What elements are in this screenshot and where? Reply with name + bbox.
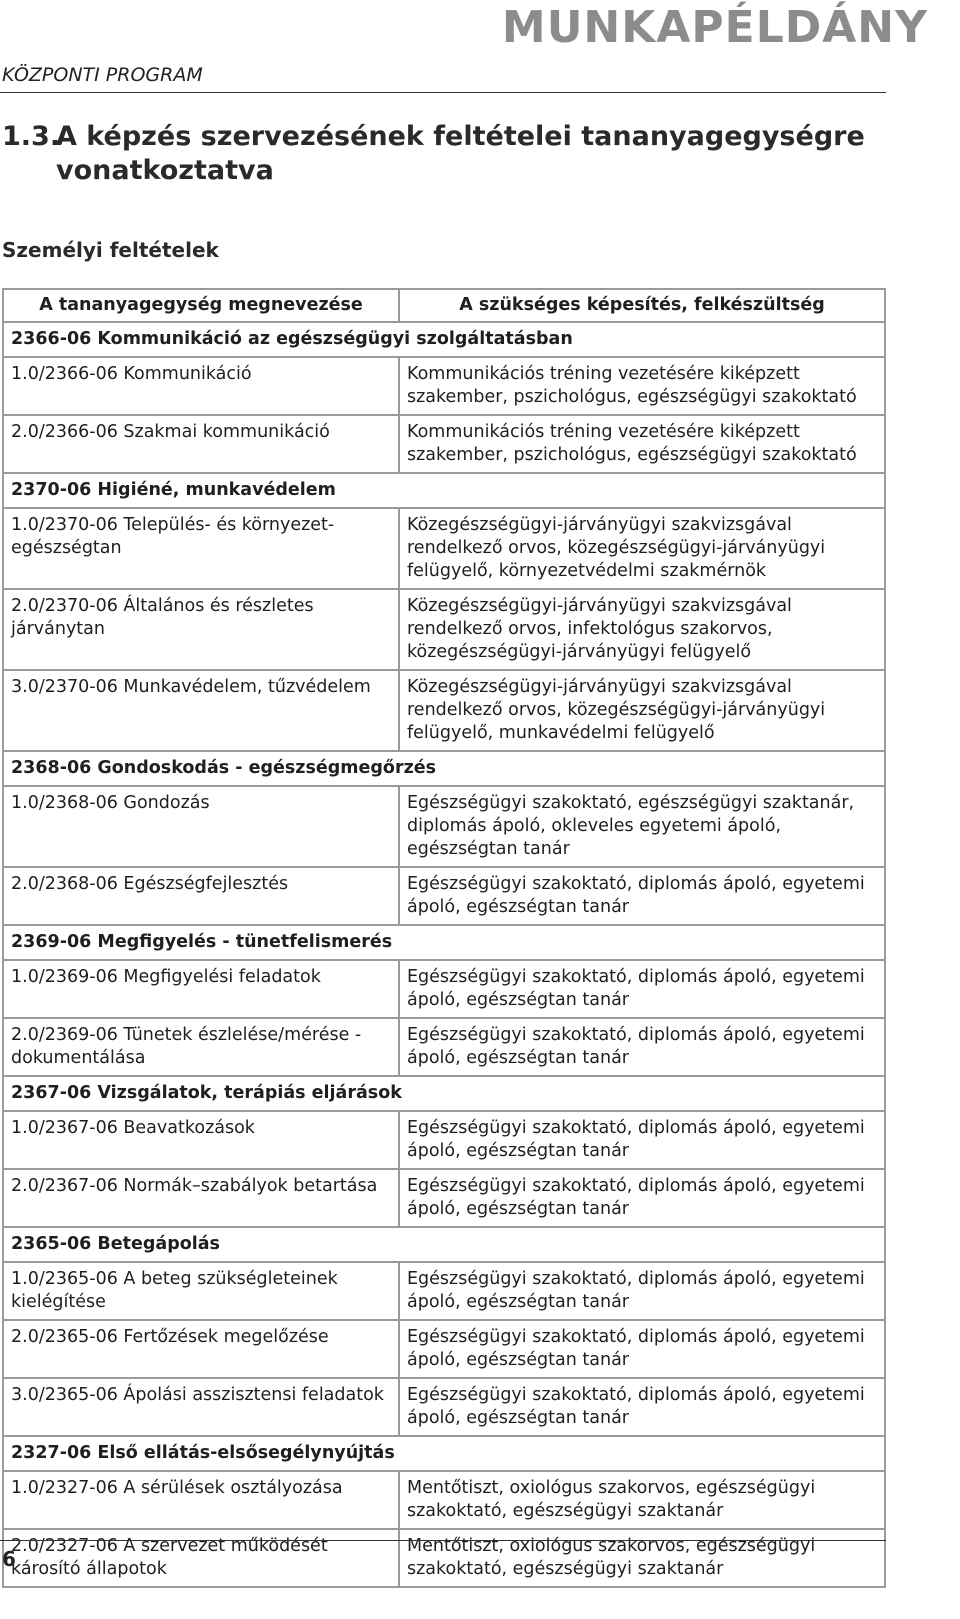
- table-row: [3, 589, 885, 670]
- section-title-line2: vonatkoztatva: [56, 155, 274, 186]
- table-body: [3, 322, 885, 1587]
- table-row: [3, 1262, 885, 1320]
- qualification-cell: Egészségügyi szakoktató, diplomás ápoló, egyetemi ápoló, egészségtan tanár: [399, 960, 885, 1018]
- unit-name-cell: 3.0/2365-06 Ápolási asszisztensi feladatok: [3, 1378, 399, 1436]
- qualification-cell: Egészségügyi szakoktató, diplomás ápoló, egyetemi ápoló, egészségtan tanár: [399, 1018, 885, 1076]
- table-group-row: [3, 473, 885, 508]
- program-label: KÖZPONTI PROGRAM: [2, 64, 203, 86]
- table-group-row: [3, 322, 885, 357]
- section-number: 1.3.: [2, 121, 61, 152]
- qualification-cell: Egészségügyi szakoktató, diplomás ápoló, egyetemi ápoló, egészségtan tanár: [399, 867, 885, 925]
- unit-name-cell: 1.0/2367-06 Beavatkozások: [3, 1111, 399, 1169]
- qualification-cell: Egészségügyi szakoktató, egészségügyi szaktanár, diplomás ápoló, okleveles egyetemi ápoló, egészségtan tanár: [399, 786, 885, 867]
- qualification-cell: Egészségügyi szakoktató, diplomás ápoló, egyetemi ápoló, egészségtan tanár: [399, 1111, 885, 1169]
- table-row: [3, 1169, 885, 1227]
- table-row: [3, 1018, 885, 1076]
- table-group-row: [3, 925, 885, 960]
- table-row: [3, 1529, 885, 1587]
- unit-group-title: 2368-06 Gondoskodás - egészségmegőrzés: [3, 751, 885, 786]
- table-row: [3, 960, 885, 1018]
- unit-group-title: 2365-06 Betegápolás: [3, 1227, 885, 1262]
- unit-name-cell: 2.0/2366-06 Szakmai kommunikáció: [3, 415, 399, 473]
- table-row: [3, 786, 885, 867]
- table-group-row: [3, 751, 885, 786]
- qualification-cell: Közegészségügyi-járványügyi szakvizsgával rendelkező orvos, közegészségügyi-járványügyi felügyelő, környezetvédelmi szakmérnök: [399, 508, 885, 589]
- unit-group-title: 2367-06 Vizsgálatok, terápiás eljárások: [3, 1076, 885, 1111]
- qualification-cell: Egészségügyi szakoktató, diplomás ápoló, egyetemi ápoló, egészségtan tanár: [399, 1262, 885, 1320]
- requirements-table: [2, 288, 886, 1588]
- unit-name-cell: 1.0/2366-06 Kommunikáció: [3, 357, 399, 415]
- table-row: [3, 670, 885, 751]
- unit-name-cell: 1.0/2327-06 A sérülések osztályozása: [3, 1471, 399, 1529]
- section-title: [2, 120, 865, 188]
- qualification-cell: Kommunikációs tréning vezetésére kiképzett szakember, pszichológus, egészségügyi szakoktató: [399, 357, 885, 415]
- unit-name-cell: 1.0/2365-06 A beteg szükségleteinek kielégítése: [3, 1262, 399, 1320]
- footer-divider: [0, 1540, 886, 1541]
- column-header-qualification: A szükséges képesítés, felkészültség: [399, 289, 885, 322]
- unit-name-cell: 1.0/2369-06 Megfigyelési feladatok: [3, 960, 399, 1018]
- unit-name-cell: 1.0/2370-06 Település- és környezet-egészségtan: [3, 508, 399, 589]
- watermark: MUNKAPÉLDÁNY: [501, 2, 928, 53]
- table-row: [3, 1111, 885, 1169]
- table-row: [3, 357, 885, 415]
- table-header-row: [3, 289, 885, 322]
- qualification-cell: Egészségügyi szakoktató, diplomás ápoló, egyetemi ápoló, egészségtan tanár: [399, 1320, 885, 1378]
- unit-group-title: 2369-06 Megfigyelés - tünetfelismerés: [3, 925, 885, 960]
- table-row: [3, 508, 885, 589]
- table-group-row: [3, 1227, 885, 1262]
- header-divider: [0, 92, 886, 93]
- qualification-cell: Mentőtiszt, oxiológus szakorvos, egészségügyi szakoktató, egészségügyi szaktanár: [399, 1529, 885, 1587]
- qualification-cell: Közegészségügyi-járványügyi szakvizsgával rendelkező orvos, infektológus szakorvos, közegészségügyi-járványügyi felügyelő: [399, 589, 885, 670]
- table-group-row: [3, 1436, 885, 1471]
- table-row: [3, 1320, 885, 1378]
- unit-name-cell: 2.0/2369-06 Tünetek észlelése/mérése - dokumentálása: [3, 1018, 399, 1076]
- unit-name-cell: 1.0/2368-06 Gondozás: [3, 786, 399, 867]
- table-row: [3, 1378, 885, 1436]
- unit-group-title: 2366-06 Kommunikáció az egészségügyi szolgáltatásban: [3, 322, 885, 357]
- unit-group-title: 2327-06 Első ellátás-elsősegélynyújtás: [3, 1436, 885, 1471]
- qualification-cell: Mentőtiszt, oxiológus szakorvos, egészségügyi szakoktató, egészségügyi szaktanár: [399, 1471, 885, 1529]
- table-group-row: [3, 1076, 885, 1111]
- unit-name-cell: 3.0/2370-06 Munkavédelem, tűzvédelem: [3, 670, 399, 751]
- table-row: [3, 1471, 885, 1529]
- unit-name-cell: 2.0/2370-06 Általános és részletes járványtan: [3, 589, 399, 670]
- unit-name-cell: 2.0/2327-06 A szervezet működését károsító állapotok: [3, 1529, 399, 1587]
- unit-name-cell: 2.0/2365-06 Fertőzések megelőzése: [3, 1320, 399, 1378]
- section-title-line1: A képzés szervezésének feltételei tananyagegységre: [56, 121, 865, 152]
- qualification-cell: Közegészségügyi-járványügyi szakvizsgával rendelkező orvos, közegészségügyi-járványügyi felügyelő, munkavédelmi felügyelő: [399, 670, 885, 751]
- qualification-cell: Kommunikációs tréning vezetésére kiképzett szakember, pszichológus, egészségügyi szakoktató: [399, 415, 885, 473]
- unit-name-cell: 2.0/2367-06 Normák–szabályok betartása: [3, 1169, 399, 1227]
- unit-group-title: 2370-06 Higiéné, munkavédelem: [3, 473, 885, 508]
- table-row: [3, 867, 885, 925]
- subsection-title: Személyi feltételek: [2, 238, 219, 262]
- table-row: [3, 415, 885, 473]
- qualification-cell: Egészségügyi szakoktató, diplomás ápoló, egyetemi ápoló, egészségtan tanár: [399, 1378, 885, 1436]
- page-number: 6: [2, 1547, 16, 1571]
- unit-name-cell: 2.0/2368-06 Egészségfejlesztés: [3, 867, 399, 925]
- qualification-cell: Egészségügyi szakoktató, diplomás ápoló, egyetemi ápoló, egészségtan tanár: [399, 1169, 885, 1227]
- column-header-unit: A tananyagegység megnevezése: [3, 289, 399, 322]
